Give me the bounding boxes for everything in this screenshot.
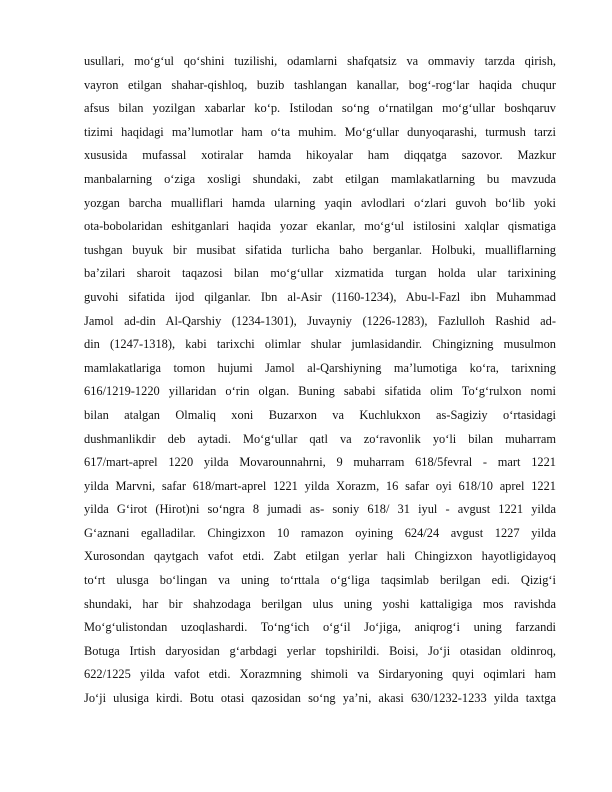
text-line: Xurosondan qaytgach vafot etdi. Zabt etilgan yerlar hali Chingizxon hayotligidayoq [84,549,556,564]
text-line: bilan atalgan Olmaliq xoni Buzarxon va Kuchlukxon as-Sagiziy o‘rtasidagi [84,407,556,422]
text-line: to‘rt ulusga bo‘lingan va uning to‘rttala o‘g‘liga taqsimlab berilgan edi. Qizig‘i [84,573,556,588]
text-line: 616/1219-1220 yillaridan o‘rin olgan. Buning sababi sifatida olim To‘g‘rulxon nomi [84,384,556,399]
text-line: Botuga Irtish daryosidan g‘arbdagi yerlar topshirildi. Boisi, Jo‘ji otasidan oldinroq, [84,643,556,658]
text-line: afsus bilan yozilgan xabarlar ko‘p. Istilodan so‘ng o‘rnatilgan mo‘g‘ullar boshqaruv [84,101,556,116]
body-text [84,50,556,711]
text-line: tizimi haqidagi ma’lumotlar ham o‘ta muhim. Mo‘g‘ullar dunyoqarashi, turmush tarzi [84,124,556,139]
text-line: Mo‘g‘ulistondan uzoqlashardi. To‘ng‘ich o‘g‘il Jo‘jiga, aniqrog‘i uning farzandi [84,620,556,635]
text-line: din (1247-1318), kabi tarixchi olimlar shular jumlasidandir. Chingizning musulmon [84,337,556,352]
text-line: G‘aznani egalladilar. Chingizxon 10 ramazon oyining 624/24 avgust 1227 yilda [84,525,556,540]
text-line: manbalarning o‘ziga xosligi shundaki, zabt etilgan mamlakatlarning bu mavzuda [84,171,556,186]
text-line: yozgan barcha mualliflari hamda ularning yaqin avlodlari o‘zlari guvoh bo‘lib yoki [84,195,556,210]
text-line: yilda G‘irot (Hirot)ni so‘ngra 8 jumadi as- soniy 618/ 31 iyul - avgust 1221 yilda [84,502,556,517]
text-line: Jamol ad-din Al-Qarshiy (1234-1301), Juvayniy (1226-1283), Fazlulloh Rashid ad- [84,313,556,328]
text-line: 622/1225 yilda vafot etdi. Xorazmning shimoli va Sirdaryoning quyi oqimlari ham [84,667,556,682]
text-line: shundaki, har bir shahzodaga berilgan ulus uning yoshi kattaligiga mos ravishda [84,596,556,611]
text-line: tushgan buyuk bir musibat sifatida turlicha baho berganlar. Holbuki, mualliflarning [84,242,556,257]
text-line: vayron etilgan shahar-qishloq, buzib tashlangan kanallar, bog‘-rog‘lar haqida chuqur [84,77,556,92]
text-line: mamlakatlariga tomon hujumi Jamol al-Qarshiyning ma’lumotiga ko‘ra, tarixning [84,360,556,375]
text-line: xususida mufassal xotiralar hamda hikoyalar ham diqqatga sazovor. Mazkur [84,148,556,163]
text-line: dushmanlikdir deb aytadi. Mo‘g‘ullar qatl va zo‘ravonlik yo‘li bilan muharram [84,431,556,446]
text-line: 617/mart-aprel 1220 yilda Movarounnahrni, 9 muharram 618/5fevral - mart 1221 [84,455,556,470]
text-line: ba’zilari sharoit taqazosi bilan mo‘g‘ullar xizmatida turgan holda ular tarixining [84,266,556,281]
text-line: Jo‘ji ulusiga kirdi. Botu otasi qazosidan so‘ng ya’ni, akasi 630/1232-1233 yilda taxtga [84,691,556,706]
text-line: yilda Marvni, safar 618/mart-aprel 1221 yilda Xorazm, 16 safar oyi 618/10 aprel 1221 [84,478,556,493]
text-line: guvohi sifatida ijod qilganlar. Ibn al-Asir (1160-1234), Abu-l-Fazl ibn Muhammad [84,289,556,304]
text-line: usullari, mo‘g‘ul qo‘shini tuzilishi, odamlarni shafqatsiz va ommaviy tarzda qirish, [84,54,556,68]
text-line: ota-bobolaridan eshitganlari haqida yozar ekanlar, mo‘g‘ul istilosini xalqlar qismatiga [84,219,556,234]
